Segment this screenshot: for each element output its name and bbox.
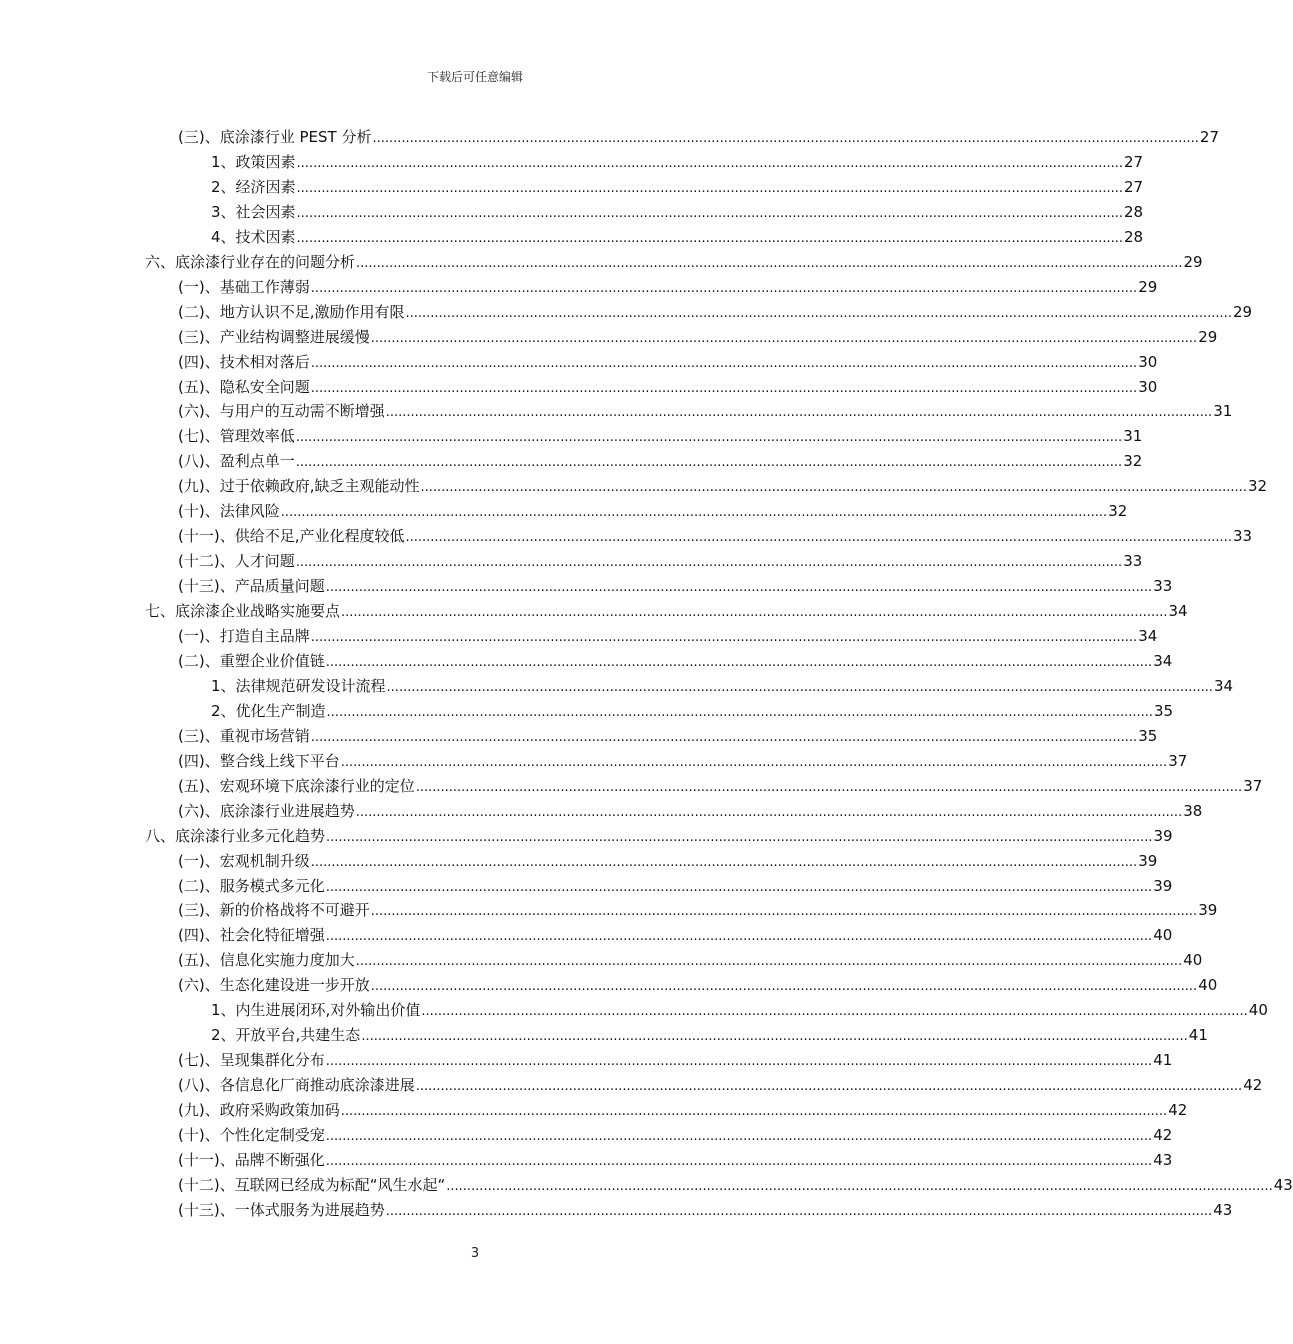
toc-entry-title: (十三)、产品质量问题 bbox=[178, 577, 325, 596]
toc-entry-page-number: 34 bbox=[1214, 676, 1234, 695]
toc-leader-dots: ........................................................................................................................................................................................................ bbox=[420, 480, 1247, 496]
toc-entry-page-number: 27 bbox=[1124, 152, 1144, 171]
toc-leader-dots: ........................................................................................................................................................................................................ bbox=[325, 1054, 1153, 1070]
toc-leader-dots: ........................................................................................................................................................................................................ bbox=[310, 280, 1138, 296]
toc-leader-dots: ........................................................................................................................................................................................................ bbox=[356, 255, 1183, 271]
toc-entry-page-number: 33 bbox=[1232, 527, 1253, 546]
toc-leader-dots: ........................................................................................................................................................................................................ bbox=[325, 1129, 1153, 1144]
toc-entry[interactable] bbox=[178, 1048, 1173, 1072]
toc-entry[interactable] bbox=[178, 549, 1143, 573]
toc-entry[interactable] bbox=[178, 424, 1143, 448]
toc-entry-title: (三)、底涂漆行业 PEST 分析 bbox=[178, 128, 372, 146]
toc-leader-dots: ........................................................................................................................................................................................................ bbox=[295, 555, 1123, 571]
toc-entry-title: (九)、过于依赖政府,缺乏主观能动性 bbox=[178, 477, 420, 496]
toc-leader-dots: ........................................................................................................................................................................................................ bbox=[310, 630, 1138, 645]
toc-entry-page-number: 31 bbox=[1123, 427, 1143, 446]
toc-entry-page-number: 35 bbox=[1154, 701, 1174, 720]
toc-leader-dots: ........................................................................................................................................................................................................ bbox=[325, 654, 1153, 670]
toc-entry[interactable] bbox=[211, 225, 1144, 249]
toc-entry[interactable] bbox=[178, 375, 1158, 399]
toc-entry[interactable] bbox=[178, 524, 1253, 548]
toc-entry-title: (四)、社会化特征增强 bbox=[178, 926, 325, 945]
toc-entry-page-number: 40 bbox=[1183, 951, 1203, 970]
toc-leader-dots: ........................................................................................................................................................................................................ bbox=[355, 804, 1183, 820]
toc-entry[interactable] bbox=[178, 574, 1173, 598]
toc-entry-page-number: 29 bbox=[1183, 252, 1203, 271]
toc-entry-title: 1、法律规范研发设计流程 bbox=[211, 676, 386, 695]
toc-entry-title: 2、优化生产制造 bbox=[211, 701, 326, 720]
toc-entry-page-number: 42 bbox=[1243, 1076, 1263, 1095]
toc-entry[interactable] bbox=[178, 774, 1263, 798]
toc-entry[interactable] bbox=[178, 973, 1218, 997]
toc-entry-page-number: 39 bbox=[1153, 876, 1173, 895]
toc-entry-title: (七)、呈现集群化分布 bbox=[178, 1051, 325, 1070]
toc-leader-dots: ........................................................................................................................................................................................................ bbox=[415, 1079, 1243, 1095]
toc-entry-page-number: 27 bbox=[1199, 128, 1220, 146]
toc-entry-page-number: 43 bbox=[1213, 1200, 1233, 1219]
toc-leader-dots: ........................................................................................................................................................................................................ bbox=[295, 430, 1123, 446]
toc-entry[interactable] bbox=[211, 699, 1174, 723]
toc-entry-page-number: 37 bbox=[1243, 776, 1263, 795]
toc-entry-page-number: 31 bbox=[1213, 402, 1233, 421]
toc-entry-title: 1、政策因素 bbox=[211, 152, 296, 171]
toc-leader-dots: ........................................................................................................................................................................................................ bbox=[446, 1178, 1273, 1194]
toc-leader-dots: ........................................................................................................................................................................................................ bbox=[325, 580, 1153, 596]
toc-leader-dots: ........................................................................................................................................................................................................ bbox=[280, 505, 1108, 521]
toc-entry[interactable] bbox=[178, 300, 1253, 324]
toc-entry-title: (三)、新的价格战将不可避开 bbox=[178, 901, 370, 920]
toc-entry-title: (六)、生态化建设进一步开放 bbox=[178, 976, 370, 995]
toc-leader-dots: ........................................................................................................................................................................................................ bbox=[325, 929, 1153, 945]
toc-entry[interactable] bbox=[145, 824, 1173, 848]
toc-entry-title: (六)、与用户的互动需不断增强 bbox=[178, 402, 385, 421]
toc-entry-title: (十一)、品牌不断强化 bbox=[178, 1150, 325, 1169]
toc-leader-dots: ........................................................................................................................................................................................................ bbox=[370, 979, 1198, 995]
toc-entry[interactable] bbox=[211, 998, 1268, 1022]
toc-entry[interactable] bbox=[178, 1073, 1263, 1097]
toc-entry[interactable] bbox=[178, 1198, 1233, 1222]
toc-entry[interactable] bbox=[178, 449, 1143, 473]
toc-entry-page-number: 30 bbox=[1138, 377, 1158, 396]
toc-entry[interactable] bbox=[178, 649, 1173, 673]
toc-leader-dots: ........................................................................................................................................................................................................ bbox=[421, 1004, 1248, 1020]
toc-leader-dots: ........................................................................................................................................................................................................ bbox=[310, 854, 1138, 870]
toc-entry[interactable] bbox=[178, 849, 1158, 873]
toc-entry[interactable] bbox=[178, 724, 1158, 748]
toc-entry-title: (五)、隐私安全问题 bbox=[178, 377, 310, 396]
toc-entry-page-number: 39 bbox=[1198, 901, 1218, 920]
toc-leader-dots: ........................................................................................................................................................................................................ bbox=[326, 704, 1154, 720]
toc-entry-title: (三)、产业结构调整进展缓慢 bbox=[178, 327, 370, 346]
toc-entry-page-number: 38 bbox=[1183, 801, 1203, 820]
toc-entry-title: (三)、重视市场营销 bbox=[178, 726, 310, 745]
toc-leader-dots: ........................................................................................................................................................................................................ bbox=[296, 230, 1124, 246]
toc-leader-dots: ........................................................................................................................................................................................................ bbox=[340, 754, 1168, 770]
toc-leader-dots: ........................................................................................................................................................................................................ bbox=[415, 779, 1243, 795]
toc-leader-dots: ........................................................................................................................................................................................................ bbox=[370, 330, 1198, 346]
toc-entry-title: (十二)、人才问题 bbox=[178, 552, 295, 571]
toc-entry-page-number: 30 bbox=[1138, 352, 1158, 371]
toc-entry[interactable] bbox=[211, 150, 1144, 174]
toc-leader-dots: ........................................................................................................................................................................................................ bbox=[310, 729, 1138, 745]
toc-entry-title: (五)、宏观环境下底涂漆行业的定位 bbox=[178, 776, 415, 795]
toc-leader-dots: ........................................................................................................................................................................................................ bbox=[385, 405, 1213, 421]
toc-entry-page-number: 35 bbox=[1138, 726, 1158, 745]
toc-leader-dots: ........................................................................................................................................................................................................ bbox=[355, 954, 1183, 970]
toc-entry-page-number: 33 bbox=[1123, 552, 1143, 571]
toc-leader-dots: ........................................................................................................................................................................................................ bbox=[372, 131, 1199, 146]
toc-entry-title: 2、经济因素 bbox=[211, 177, 296, 196]
toc-leader-dots: ........................................................................................................................................................................................................ bbox=[361, 1029, 1188, 1045]
toc-entry[interactable] bbox=[211, 1023, 1208, 1047]
toc-entry[interactable] bbox=[178, 499, 1128, 523]
toc-entry-page-number: 39 bbox=[1138, 851, 1158, 870]
toc-entry[interactable] bbox=[211, 200, 1144, 224]
toc-entry-page-number: 32 bbox=[1247, 477, 1268, 496]
toc-entry-title: 七、底涂漆企业战略实施要点 bbox=[145, 602, 341, 621]
toc-entry[interactable] bbox=[145, 599, 1188, 623]
toc-entry[interactable] bbox=[211, 674, 1234, 698]
toc-entry-page-number: 34 bbox=[1168, 602, 1188, 621]
toc-entry-title: (一)、打造自主品牌 bbox=[178, 627, 310, 645]
toc-leader-dots: ........................................................................................................................................................................................................ bbox=[385, 1203, 1213, 1219]
toc-leader-dots: ........................................................................................................................................................................................................ bbox=[405, 530, 1232, 546]
toc-entry-page-number: 33 bbox=[1153, 577, 1173, 596]
toc-leader-dots: ........................................................................................................................................................................................................ bbox=[326, 829, 1153, 845]
toc-entry-title: 八、底涂漆行业多元化趋势 bbox=[145, 826, 326, 845]
toc-entry-title: 4、技术因素 bbox=[211, 227, 296, 246]
toc-entry-title: 六、底涂漆行业存在的问题分析 bbox=[145, 252, 356, 271]
toc-leader-dots: ........................................................................................................................................................................................................ bbox=[296, 180, 1124, 196]
toc-entry[interactable] bbox=[211, 175, 1144, 199]
toc-entry-title: 3、社会因素 bbox=[211, 202, 296, 221]
toc-leader-dots: ........................................................................................................................................................................................................ bbox=[310, 380, 1138, 396]
toc-entry-page-number: 28 bbox=[1124, 202, 1144, 221]
toc-entry-page-number: 39 bbox=[1153, 826, 1173, 845]
toc-entry-title: (十)、法律风险 bbox=[178, 502, 280, 521]
toc-entry[interactable] bbox=[178, 350, 1158, 374]
toc-entry-title: (十三)、一体式服务为进展趋势 bbox=[178, 1200, 385, 1219]
toc-leader-dots: ........................................................................................................................................................................................................ bbox=[340, 1104, 1168, 1120]
toc-entry-title: (九)、政府采购政策加码 bbox=[178, 1101, 340, 1120]
toc-entry[interactable] bbox=[178, 1148, 1173, 1172]
toc-entry[interactable] bbox=[178, 1123, 1173, 1147]
toc-entry-title: (六)、底涂漆行业进展趋势 bbox=[178, 801, 355, 820]
toc-entry-page-number: 34 bbox=[1138, 627, 1158, 645]
toc-entry-title: (八)、盈利点单一 bbox=[178, 452, 295, 471]
toc-entry[interactable] bbox=[178, 624, 1158, 648]
toc-entry-page-number: 29 bbox=[1198, 327, 1218, 346]
toc-leader-dots: ........................................................................................................................................................................................................ bbox=[296, 205, 1124, 221]
toc-entry-title: (十一)、供给不足,产业化程度较低 bbox=[178, 527, 405, 546]
toc-entry-title: (一)、宏观机制升级 bbox=[178, 851, 310, 870]
toc-entry-page-number: 42 bbox=[1168, 1101, 1188, 1120]
toc-entry-title: (二)、地方认识不足,激励作用有限 bbox=[178, 302, 405, 321]
toc-entry-page-number: 32 bbox=[1123, 452, 1143, 471]
toc-entry[interactable] bbox=[178, 923, 1173, 947]
toc-entry-title: (一)、基础工作薄弱 bbox=[178, 277, 310, 296]
toc-entry-title: (四)、整合线上线下平台 bbox=[178, 751, 340, 770]
toc-entry-page-number: 41 bbox=[1188, 1026, 1208, 1045]
toc-entry-title: (二)、服务模式多元化 bbox=[178, 876, 325, 895]
toc-entry[interactable] bbox=[178, 275, 1158, 299]
toc-entry[interactable] bbox=[178, 474, 1268, 498]
toc-entry-page-number: 40 bbox=[1198, 976, 1218, 995]
toc-entry-page-number: 29 bbox=[1138, 277, 1158, 296]
toc-entry[interactable] bbox=[178, 898, 1218, 922]
toc-leader-dots: ........................................................................................................................................................................................................ bbox=[295, 455, 1123, 471]
toc-entry[interactable] bbox=[178, 1098, 1188, 1122]
toc-leader-dots: ........................................................................................................................................................................................................ bbox=[370, 904, 1198, 920]
toc-entry-page-number: 32 bbox=[1108, 502, 1128, 521]
toc-entry[interactable] bbox=[178, 125, 1220, 149]
toc-leader-dots: ........................................................................................................................................................................................................ bbox=[325, 879, 1153, 895]
toc-entry-title: (四)、技术相对落后 bbox=[178, 352, 310, 371]
toc-entry-page-number: 29 bbox=[1232, 302, 1253, 321]
toc-entry-page-number: 40 bbox=[1248, 1001, 1268, 1020]
toc-entry-title: (八)、各信息化厂商推动底涂漆进展 bbox=[178, 1076, 415, 1095]
toc-entry[interactable] bbox=[178, 749, 1188, 773]
page-header: 下载后可任意编辑 bbox=[426, 70, 523, 84]
toc-entry-page-number: 41 bbox=[1153, 1051, 1173, 1070]
toc-leader-dots: ........................................................................................................................................................................................................ bbox=[341, 605, 1168, 621]
toc-leader-dots: ........................................................................................................................................................................................................ bbox=[386, 679, 1214, 695]
toc-entry-page-number: 28 bbox=[1124, 227, 1144, 246]
toc-entry-title: 2、开放平台,共建生态 bbox=[211, 1026, 361, 1045]
toc-leader-dots: ........................................................................................................................................................................................................ bbox=[310, 355, 1138, 371]
toc-entry[interactable] bbox=[178, 399, 1233, 423]
toc-entry[interactable] bbox=[145, 250, 1203, 274]
toc-leader-dots: ........................................................................................................................................................................................................ bbox=[325, 1153, 1153, 1169]
toc-entry[interactable] bbox=[178, 325, 1218, 349]
toc-entry-title: (二)、重塑企业价值链 bbox=[178, 651, 325, 670]
toc-entry[interactable] bbox=[178, 874, 1173, 898]
toc-leader-dots: ........................................................................................................................................................................................................ bbox=[405, 305, 1232, 321]
toc-entry-page-number: 27 bbox=[1124, 177, 1144, 196]
toc-entry-page-number: 43 bbox=[1153, 1150, 1173, 1169]
toc-entry-title: (五)、信息化实施力度加大 bbox=[178, 951, 355, 970]
toc-entry-title: (十)、个性化定制受宠 bbox=[178, 1126, 325, 1144]
toc-entry[interactable] bbox=[178, 948, 1203, 972]
toc-entry-title: (十二)、互联网已经成为标配“风生水起“ bbox=[178, 1175, 446, 1194]
toc-entry[interactable] bbox=[178, 1173, 1293, 1197]
toc-entry-title: (七)、管理效率低 bbox=[178, 427, 295, 446]
toc-entry-page-number: 42 bbox=[1153, 1126, 1173, 1144]
toc-entry[interactable] bbox=[178, 799, 1203, 823]
toc-leader-dots: ........................................................................................................................................................................................................ bbox=[296, 155, 1124, 171]
toc-entry-page-number: 43 bbox=[1273, 1175, 1293, 1194]
toc-entry-page-number: 34 bbox=[1153, 651, 1173, 670]
toc-entry-page-number: 37 bbox=[1168, 751, 1188, 770]
page-number: 3 bbox=[470, 1246, 480, 1261]
toc-entry-page-number: 40 bbox=[1153, 926, 1173, 945]
toc-entry-title: 1、内生进展闭环,对外输出价值 bbox=[211, 1001, 421, 1020]
